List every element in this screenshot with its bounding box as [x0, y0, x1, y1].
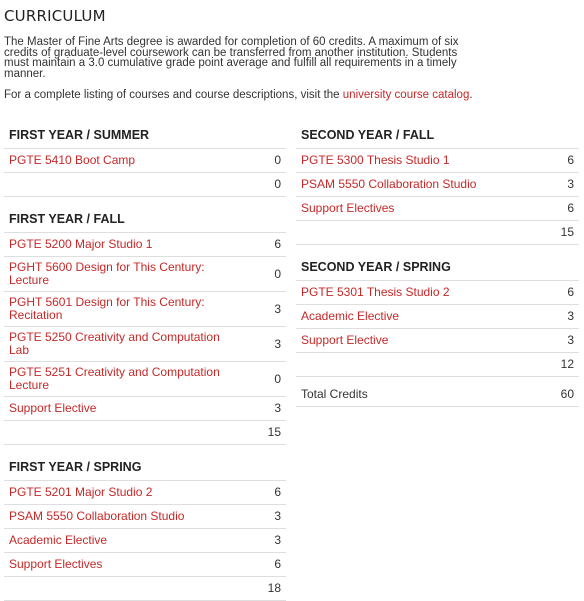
course-link[interactable]: PSAM 5550 Collaboration Studio [9, 509, 185, 523]
course-row [4, 327, 286, 362]
course-row [4, 292, 286, 327]
section-total-row [296, 353, 579, 377]
course-link[interactable]: PGHT 5601 Design for This Century: Recitation [9, 295, 205, 322]
section-total: 15 [560, 225, 574, 239]
course-credits: 6 [567, 201, 574, 215]
section-total: 12 [560, 357, 574, 371]
course-row [296, 305, 579, 329]
course-row [296, 173, 579, 197]
course-row [4, 233, 286, 257]
course-catalog-link[interactable]: university course catalog [342, 89, 470, 101]
course-row [4, 257, 286, 292]
course-link[interactable]: Support Electives [9, 557, 103, 571]
course-credits: 6 [274, 237, 281, 251]
course-credits: 0 [274, 153, 281, 167]
total-credits-row [296, 383, 579, 407]
section-total-row [4, 173, 286, 197]
course-link[interactable]: PGTE 5201 Major Studio 2 [9, 485, 153, 499]
left-column [4, 122, 286, 601]
total-credits-value: 60 [560, 387, 574, 401]
course-link[interactable]: PGTE 5410 Boot Camp [9, 153, 136, 167]
course-row [4, 149, 286, 173]
section-total-row [296, 221, 579, 245]
course-credits: 3 [567, 177, 574, 191]
section-total: 15 [267, 425, 281, 439]
course-credits: 0 [274, 371, 281, 386]
course-row [296, 149, 579, 173]
course-row [4, 481, 286, 505]
course-row [296, 197, 579, 221]
course-link[interactable]: PGTE 5300 Thesis Studio 1 [301, 153, 450, 167]
section-heading-first-year-spring: FIRST YEAR / SPRING [4, 454, 286, 481]
course-row [4, 553, 286, 577]
catalog-paragraph [4, 90, 474, 101]
section-total-row [4, 421, 286, 445]
section-heading-first-year-fall: FIRST YEAR / FALL [4, 206, 286, 233]
section-heading-second-year-fall: SECOND YEAR / FALL [296, 122, 579, 149]
course-link[interactable]: Support Elective [9, 401, 97, 415]
course-link[interactable]: Support Elective [301, 333, 389, 347]
section-total: 18 [267, 581, 281, 595]
catalog-prefix: For a complete listing of courses and course descriptions, visit the [4, 89, 343, 101]
course-link[interactable]: Support Electives [301, 201, 395, 215]
course-link[interactable]: PGTE 5200 Major Studio 1 [9, 237, 153, 251]
section-heading-second-year-spring: SECOND YEAR / SPRING [296, 254, 579, 281]
section-heading-first-year-summer: FIRST YEAR / SUMMER [4, 122, 286, 149]
course-credits: 3 [567, 309, 574, 323]
course-link[interactable]: PGTE 5250 Creativity and Computation Lab [9, 330, 220, 357]
course-link[interactable]: Academic Elective [9, 533, 108, 547]
right-column [296, 122, 579, 407]
course-credits: 3 [274, 301, 281, 316]
course-credits: 6 [567, 285, 574, 299]
course-link[interactable]: PGTE 5251 Creativity and Computation Lecture [9, 365, 220, 392]
section-total: 0 [274, 177, 281, 191]
course-credits: 3 [274, 336, 281, 351]
course-credits: 6 [274, 557, 281, 571]
total-credits-label: Total Credits [301, 387, 368, 401]
course-credits: 3 [274, 401, 281, 415]
course-credits: 3 [274, 509, 281, 523]
course-link[interactable]: PSAM 5550 Collaboration Studio [301, 177, 477, 191]
course-credits: 6 [567, 153, 574, 167]
course-row [296, 329, 579, 353]
course-row [4, 362, 286, 397]
course-row [4, 529, 286, 553]
course-link[interactable]: PGTE 5301 Thesis Studio 2 [301, 285, 450, 299]
course-row [4, 397, 286, 421]
course-link[interactable]: PGHT 5600 Design for This Century: Lecture [9, 260, 205, 287]
course-credits: 3 [274, 533, 281, 547]
intro-paragraph: The Master of Fine Arts degree is awarded for completion of 60 credits. A maximum of six credits of graduate-level coursework can be transferred from another institution. Students must maintain a 3.0 cumulative grade point average and fulfill all requirements in a timely manner. [4, 36, 459, 80]
course-credits: 0 [274, 266, 281, 281]
page-title: CURRICULUM [4, 7, 106, 25]
section-total-row [4, 577, 286, 601]
course-row [296, 281, 579, 305]
course-credits: 3 [567, 333, 574, 347]
catalog-suffix: . [469, 89, 473, 101]
course-credits: 6 [274, 485, 281, 499]
course-link[interactable]: Academic Elective [301, 309, 400, 323]
course-row [4, 505, 286, 529]
